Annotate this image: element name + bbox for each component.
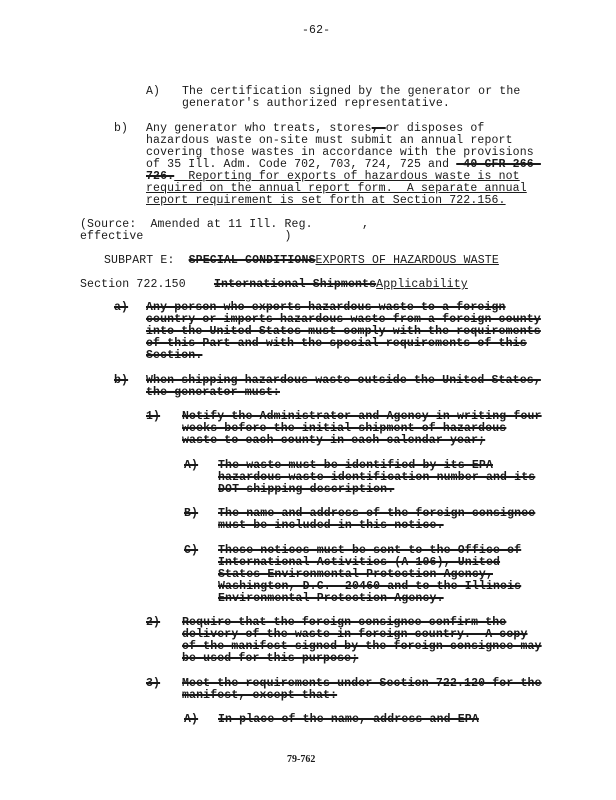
deleted-line: manifest, except that: (182, 689, 338, 702)
added-text: report requirement is set forth at Section 722.156. (146, 194, 506, 207)
deleted-line: waste to each county in each calendar year; (182, 434, 486, 447)
source-note: (Source: Amended at 11 Ill. Reg. , (80, 218, 370, 231)
deleted-line: When shipping hazardous waste outside the United States, (146, 374, 541, 387)
deleted-line: hazardous waste identification number and its (218, 471, 536, 484)
item-label: 3) (146, 677, 161, 690)
text-line: generator's authorized representative. (182, 97, 450, 110)
deleted-line: the generator must: (146, 386, 280, 399)
deleted-line: These notices must be sent to the Office of (218, 544, 522, 557)
deleted-line: be used for this purpose; (182, 652, 359, 665)
deleted-line: of the manifest signed by the foreign consignee may (182, 640, 542, 653)
deleted-text: 726. (146, 170, 175, 183)
deleted-line: Notify the Administrator and Agency in writing four (182, 410, 542, 423)
text-line: of 35 Ill. Adm. Code 702, 703, 724, 725 and -40 CFR 266- (146, 158, 541, 171)
deleted-line: delivery of the waste in foreign country. A copy (182, 628, 528, 641)
added-text: Reporting for exports of hazardous waste is not (174, 170, 520, 183)
item-label: B) (184, 507, 199, 520)
item-label: 1) (146, 410, 161, 423)
section-heading: Section 722.150 International ShipmentsApplicability (80, 278, 468, 291)
added-text: EXPORTS OF HAZARDOUS WASTE (315, 254, 499, 267)
deleted-line: weeks before the initial shipment of hazardous (182, 422, 507, 435)
item-label: b) (114, 122, 129, 135)
deleted-line: DOT shipping description. (218, 483, 395, 496)
deleted-text: International Shipments (213, 278, 377, 291)
added-text: required on the annual report form. A separate annual (146, 182, 527, 195)
page-number: -62- (302, 24, 331, 37)
item-label: A) (184, 713, 199, 726)
deleted-line: Washington, D.C. 20460 and to the Illinois (218, 580, 522, 593)
deleted-line: The name and address of the foreign consignee (218, 507, 536, 520)
deleted-line: States Environmental Protection Agency, (218, 568, 493, 581)
item-label: C) (184, 544, 199, 557)
deleted-text: SPECIAL CONDITIONS (188, 254, 316, 267)
source-note: effective ) (80, 230, 292, 243)
subpart-heading: SUBPART E: SPECIAL CONDITIONSEXPORTS OF HAZARDOUS WASTE (104, 254, 499, 267)
deleted-line: The waste must be identified by its EPA (218, 459, 493, 472)
deleted-line: must be included in this notice. (218, 519, 444, 532)
deleted-line: Require that the foreign consignee confirm the (182, 616, 507, 629)
item-label: a) (114, 301, 129, 314)
deleted-line: country or imports hazardous waste from a foreign county (146, 313, 541, 326)
page-footer: 79-762 (287, 754, 316, 765)
item-label: A) (184, 459, 199, 472)
deleted-line: Section. (146, 349, 203, 362)
deleted-line: Environmental Protection Agency. (218, 592, 444, 605)
item-label: A) (146, 85, 161, 98)
added-text: Applicability (376, 278, 468, 291)
text-line: covering those wastes in accordance with the provisions (146, 146, 534, 159)
item-label: b) (114, 374, 129, 387)
deleted-line: into the United States must comply with the requirements (146, 325, 541, 338)
text-line: The certification signed by the generator or the (182, 85, 521, 98)
deleted-text: -40 CFR 266- (456, 158, 541, 171)
deleted-line: of this Part and with the special requirements of this (146, 337, 527, 350)
text-line: hazardous waste on-site must submit an annual report (146, 134, 513, 147)
deleted-line: International Activities (A-106), United (218, 556, 501, 569)
deleted-line: Meet the requirements under Section 722.120 for the (182, 677, 542, 690)
deleted-text: , (371, 122, 386, 135)
item-label: 2) (146, 616, 161, 629)
text-line: Any generator who treats, stores, or disposes of (146, 122, 485, 135)
deleted-line: Any person who exports hazardous waste to a foreign (146, 301, 506, 314)
deleted-line: In place of the name, address and EPA (218, 713, 479, 726)
